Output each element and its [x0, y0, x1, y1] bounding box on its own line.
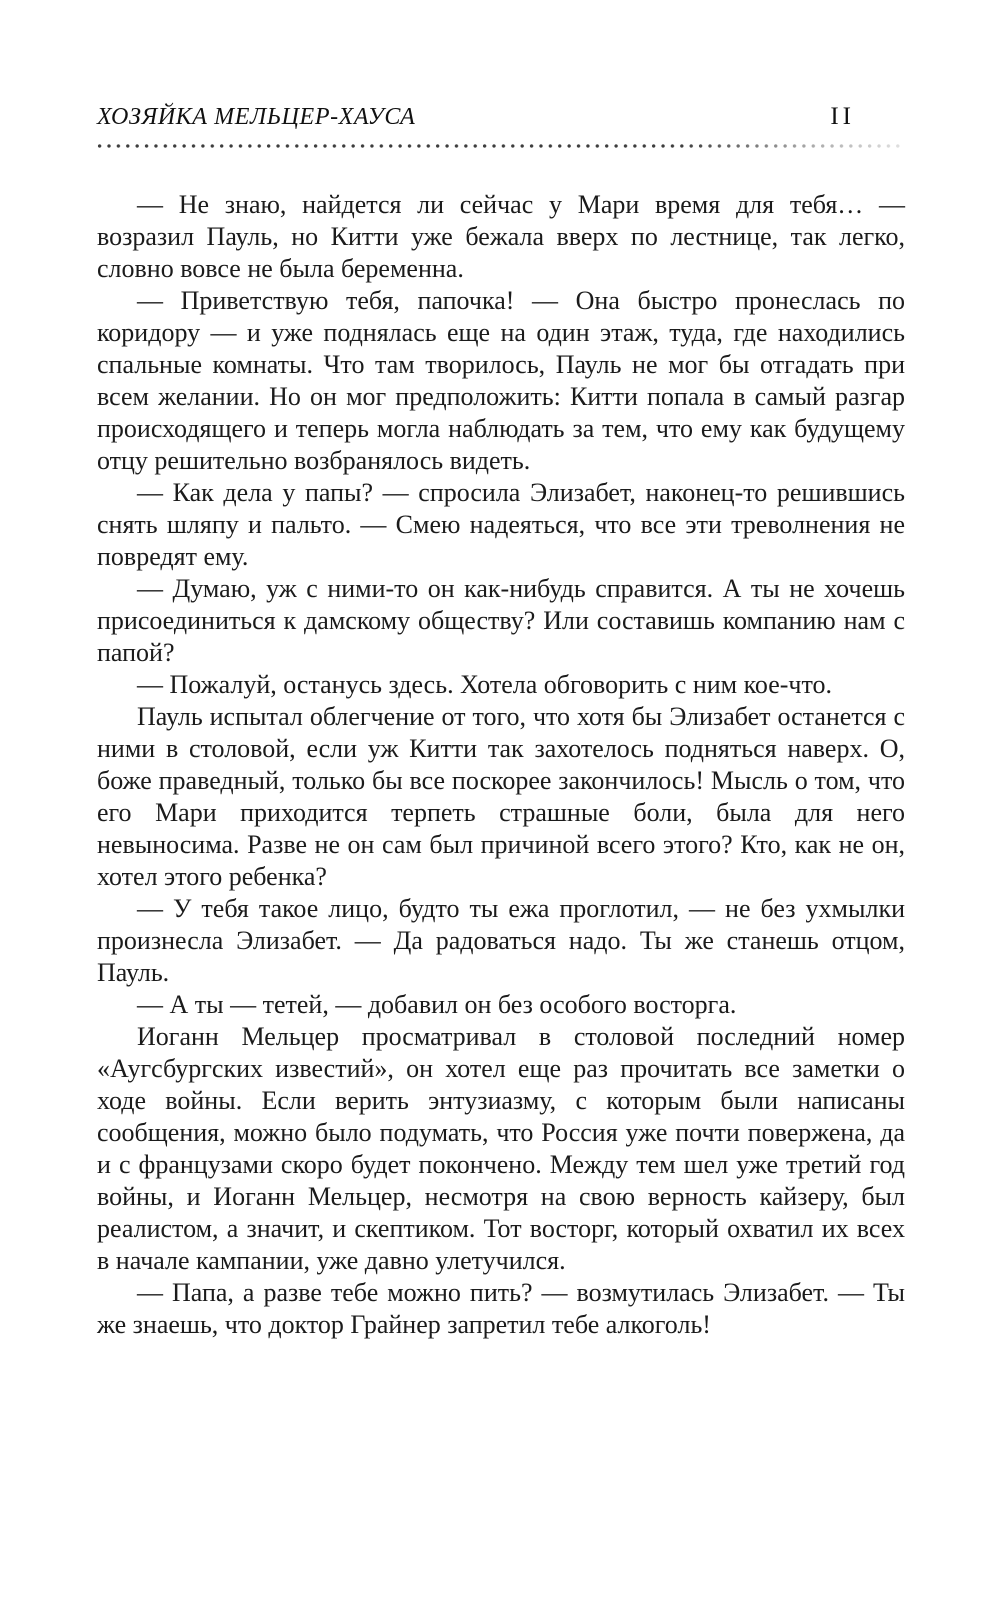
paragraph: — Не знаю, найдется ли сейчас у Мари время для тебя… — возразил Пауль, но Китти уже бежала вверх по лестнице, так легко, словно вовсе не была беременна.	[97, 190, 905, 283]
paragraph: — Приветствую тебя, папочка! — Она быстро пронеслась по коридору — и уже поднялась еще на один этаж, туда, где находились спальные комнаты. Что там творилось, Пауль не мог бы отгадать при всем желании. Но он мог предположить: Китти попала в самый разгар происходящего и теперь могла наблюдать за тем, что ему как будущему отцу решительно возбранялось видеть.	[97, 286, 905, 475]
paragraph: — У тебя такое лицо, будто ты ежа проглотил, — не без ухмылки произнесла Элизабет. — Да радоваться надо. Ты же станешь отцом, Пауль.	[97, 894, 905, 987]
dotted-rule-fade	[97, 143, 905, 149]
page-number: II	[830, 103, 855, 130]
paragraph: — Папа, а разве тебе можно пить? — возмутилась Элизабет. — Ты же знаешь, что доктор Грайнер запретил тебе алкоголь!	[97, 1278, 905, 1339]
paragraph: — Думаю, уж с ними-то он как-нибудь справится. А ты не хочешь присоединиться к дамскому обществу? Или составишь компанию нам с папой?	[97, 574, 905, 667]
running-title: ХОЗЯЙКА МЕЛЬЦЕР-ХАУСА	[97, 104, 416, 130]
paragraph: Пауль испытал облегчение от того, что хотя бы Элизабет останется с ними в столовой, если уж Китти так захотелось подняться наверх. О, боже праведный, только бы все поскорее закончилось! Мысль о том, что его Мари приходится терпеть страшные боли, была для него невыносима. Разве не он сам был причиной всего этого? Кто, как не он, хотел этого ребенка?	[97, 702, 905, 891]
paragraph: — А ты — тетей, — добавил он без особого восторга.	[137, 990, 737, 1019]
header-dotted-rule	[97, 143, 905, 149]
paragraph: — Пожалуй, останусь здесь. Хотела обговорить с ним кое-что.	[137, 670, 833, 699]
paragraph: — Как дела у папы? — спросила Элизабет, наконец-то решившись снять шляпу и пальто. — Смею надеяться, что все эти треволнения не повредят ему.	[97, 478, 905, 571]
body-text	[97, 189, 905, 1341]
running-header	[97, 103, 905, 131]
paragraph: Иоганн Мельцер просматривал в столовой последний номер «Аугсбургских известий», он хотел еще раз прочитать все заметки о ходе войны. Если верить энтузиазму, с которым были написаны сообщения, можно было подумать, что Россия уже почти повержена, да и с французами скоро будет покончено. Между тем шел уже третий год войны, и Иоганн Мельцер, несмотря на свою верность кайзеру, был реалистом, а значит, и скептиком. Тот восторг, который охватил их всех в начале кампании, уже давно улетучился.	[97, 1022, 905, 1275]
